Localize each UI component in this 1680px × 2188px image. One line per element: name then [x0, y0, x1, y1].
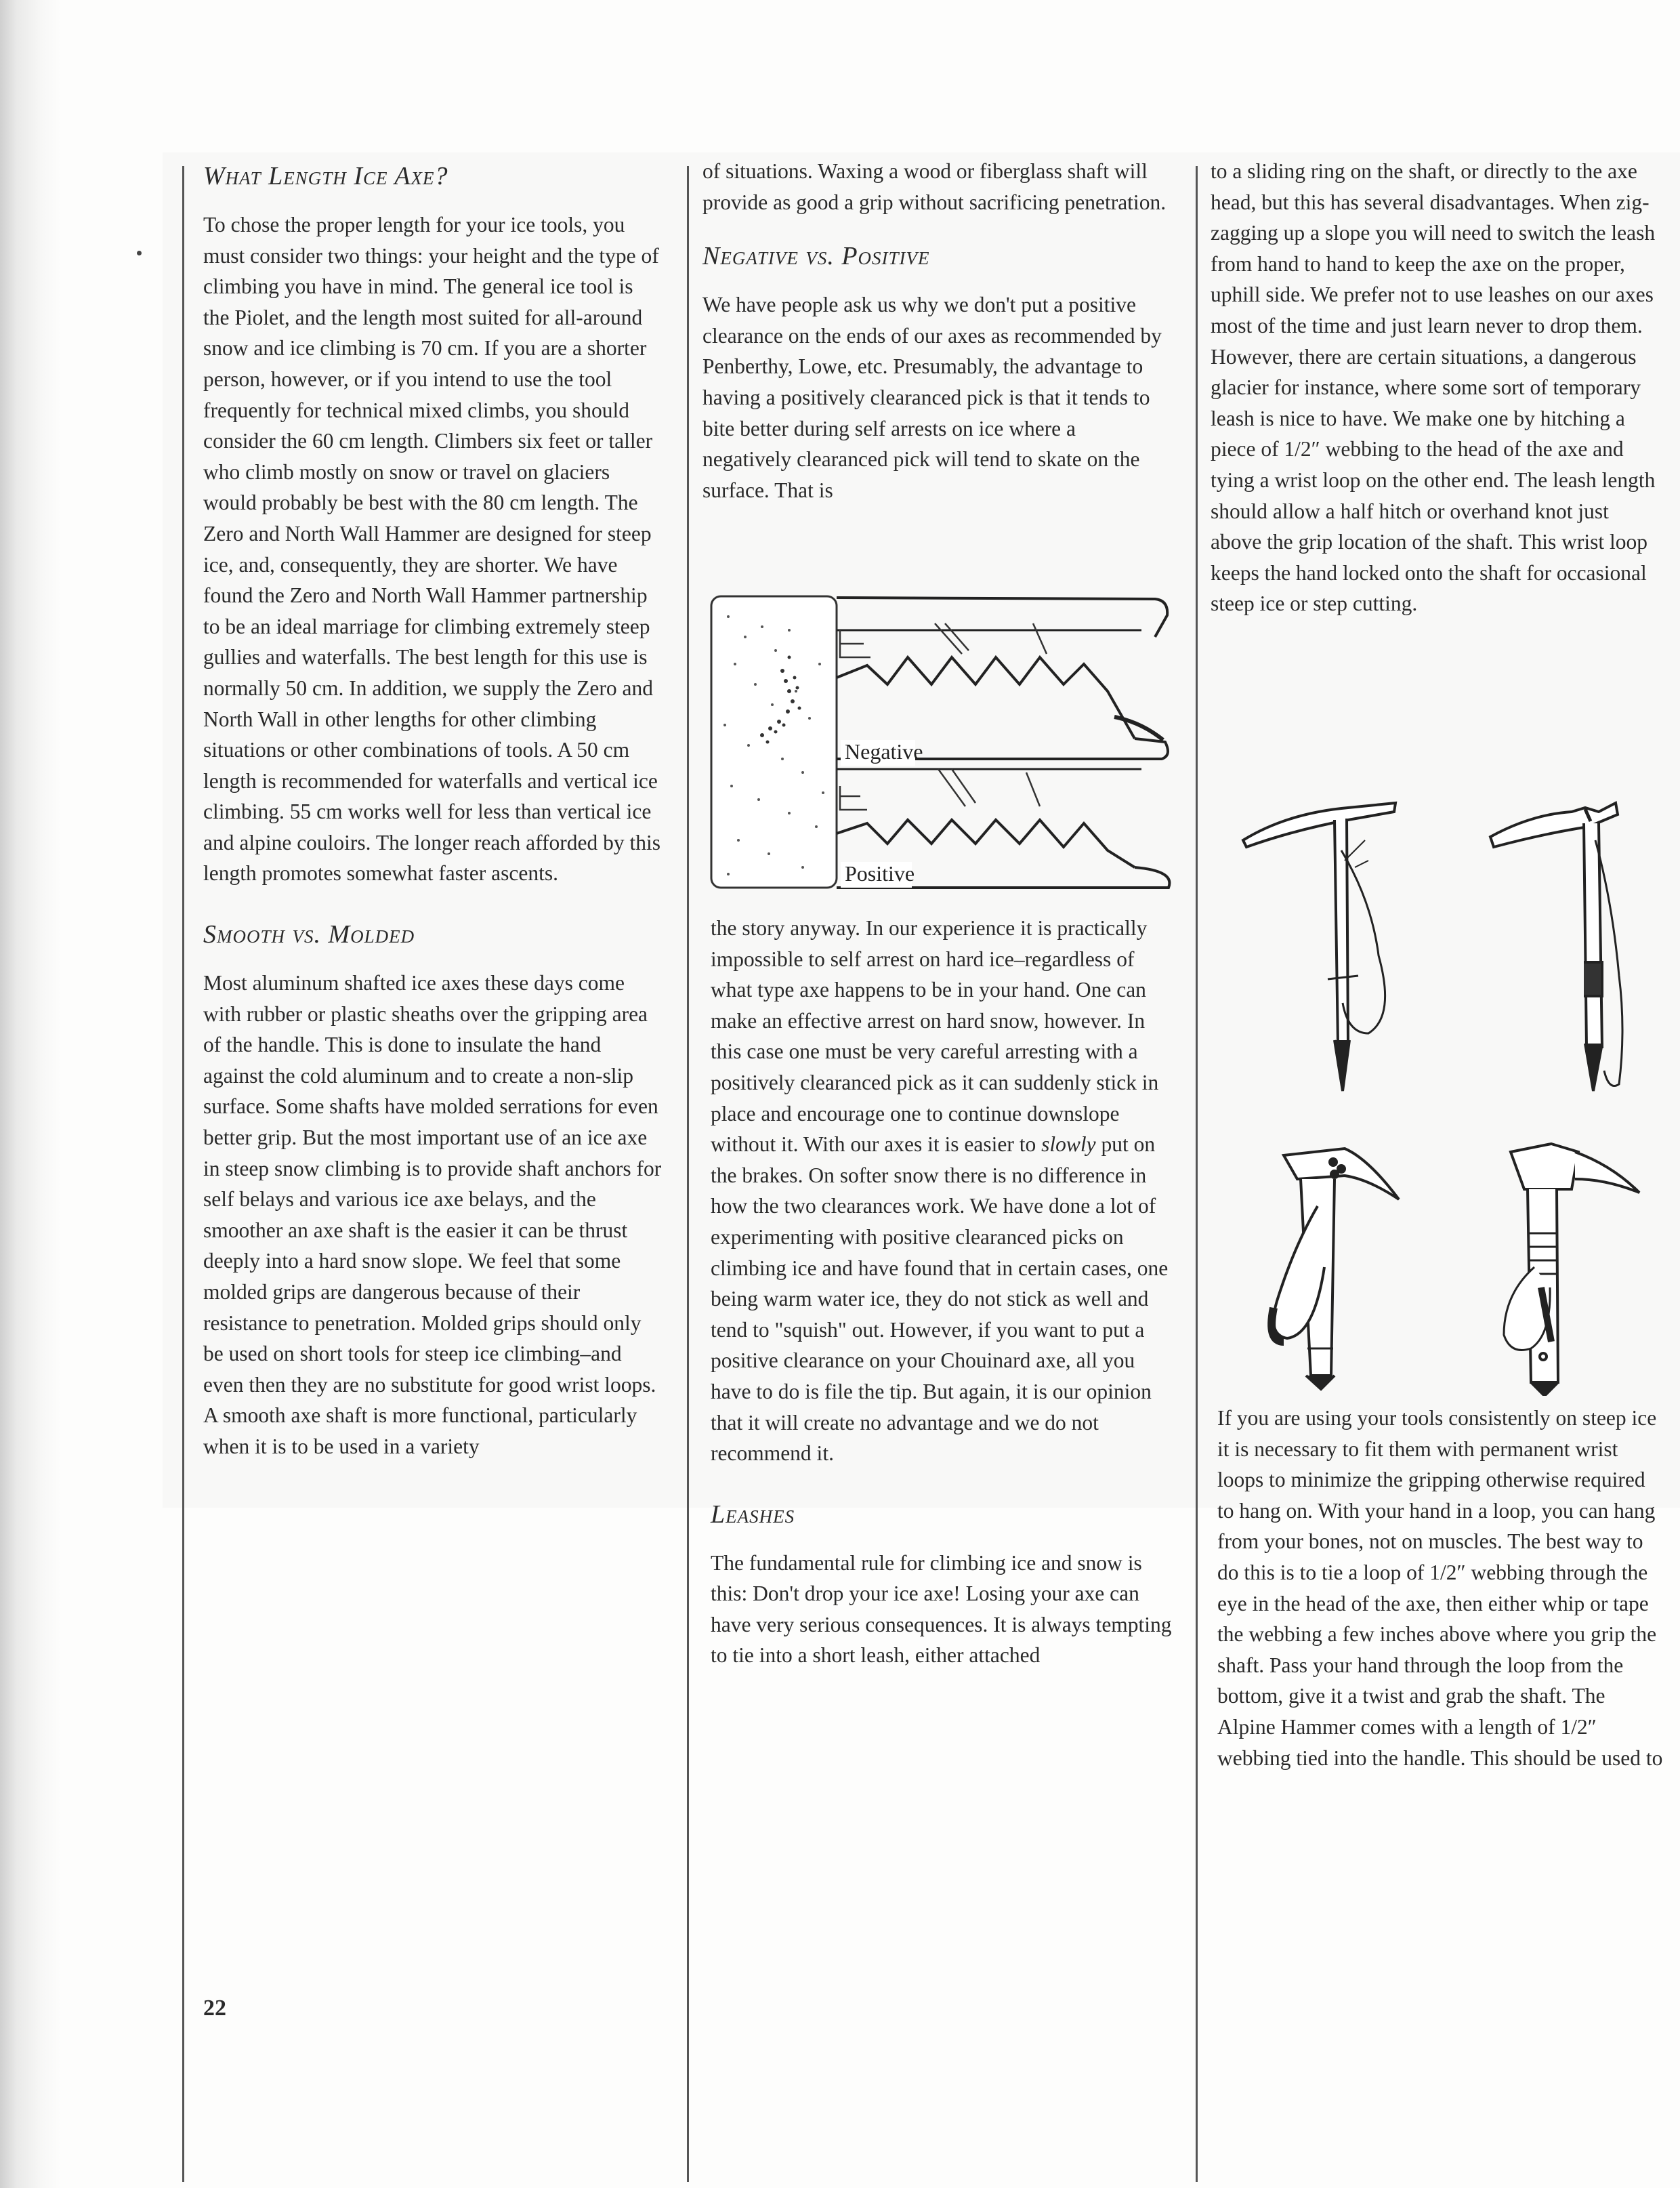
figure-label-positive: Positive [845, 861, 915, 886]
axe-with-taped-leash-icon [1490, 803, 1622, 1091]
hammer-with-wrist-loop-right-icon [1504, 1144, 1639, 1396]
column-2 [702, 156, 1170, 505]
figure-label-negative: Negative [845, 739, 923, 764]
column-rule-middle [687, 166, 689, 2182]
para-col2-after-figure [711, 913, 1178, 1469]
pick-clearance-figure [708, 590, 1172, 894]
para-col3-intro: to a sliding ring on the shaft, or directly to the axe head, but this has several disadvantages. When zig-zagging up a slope you will need to switch the leash from hand to hand to keep the axe on the proper, uphill side. We prefer not to use leashes on our axes most of the time and just learn never to drop them. However, there are certain situations, a dangerous glacier for instance, where some sort of temporary leash is nice to have. We make one by hitching a piece of 1/2″ webbing to the head of the axe and tying a wrist loop on the other end. The leash length should allow a half hitch or overhand knot just above the grip location of the shaft. This wrist loop keeps the hand locked onto the shaft for occasional steep ice or step cutting. [1211, 159, 1656, 616]
para-col2-intro: of situations. Waxing a wood or fiberglass shaft will provide as good a grip without sacrificing penetration. [702, 159, 1167, 214]
column-2-continued [711, 913, 1178, 1671]
column-rule-left [182, 166, 184, 2182]
heading-negative-vs-positive: Negative vs. Positive [702, 242, 930, 271]
heading-what-length: What Length Ice Axe? [203, 162, 448, 190]
margin-dot [137, 251, 142, 255]
ice-axe-illustrations [1233, 800, 1666, 1396]
page-number: 22 [203, 1996, 226, 2021]
hammer-with-wrist-loop-left-icon [1272, 1149, 1399, 1389]
para-col3-outro: If you are using your tools consistently on steep ice it is necessary to fit them with permanent wrist loops to minimize the gripping otherwise required to hang on. With your hand in a loop, you can hang from your bones, not on muscles. The best way to do this is to tie a loop of 1/2″ webbing through the eye in the head of the axe, then either whip or tape the webbing a few inches above where you grip the shaft. Pass your hand through the loop from the bottom, give it a twist and grab the shaft. The Alpine Hammer comes with a length of 1/2″ webbing tied into the handle. This should be used to [1217, 1406, 1663, 1770]
after-figure-text-1: the story anyway. In our experience it is practically impossible to self arrest on hard ice–regardless of what type axe happens to be in your hand. One can make an effective arrest on hard snow, however. In this case one must be very careful arresting with a positively clearanced pick as it can suddenly stick in place and encourage one to continue downslope without it. With our axes it is easier to [711, 916, 1159, 1157]
para-what-length: To chose the proper length for your ice tools, you must consider two things: your height and the type of climbing you have in mind. The general ice tool is the Piolet, and the length most suited for all-around snow and ice climbing is 70 cm. If you are a shorter person, however, or if you intend to use the tool frequently for technical mixed climbs, you should consider the 60 cm length. Climbers six feet or taller who climb mostly on snow or travel on glaciers would probably be best with the 80 cm length. The Zero and North Wall Hammer are designed for steep ice, and, consequently, they are shorter. We have found the Zero and North Wall Hammer partnership to be an ideal marriage for climbing extremely steep gullies and waterfalls. The best length for this use is normally 50 cm. In addition, we supply the Zero and North Wall in other lengths for other climbing situations or other combinations of tools. A 50 cm length is recommended for waterfalls and vertical ice climbing. 55 cm works well for less than vertical ice and alpine couloirs. The longer reach afforded by this length promotes somewhat faster ascents. [203, 213, 660, 886]
para-negative-vs-positive: We have people ask us why we don't put a positive clearance on the ends of our axes as recommended by Penberthy, Lowe, etc. Presumably, the advantage to having a positively clearanced pick is that it tends to bite better during self arrests on ice where a negatively clearanced pick will tend to skate on the surface. That is [702, 293, 1162, 502]
heading-smooth-vs-molded: Smooth vs. Molded [203, 920, 415, 949]
column-3-continued [1217, 1403, 1664, 1773]
after-figure-text-2: put on the brakes. On softer snow there is no difference in how the two clearances work. We have done a lot of experimenting with positive clearanced picks on climbing ice and have found that in certain cases, one being warm water ice, they do not stick as well and tend to "squish" out. However, if you want to put a positive clearance on your Chouinard axe, all you have to do is file the tip. But again, it is our opinion that it will create no advantage and we do not recommend it. [711, 1132, 1169, 1466]
column-3 [1211, 156, 1661, 619]
para-leashes: The fundamental rule for climbing ice and snow is this: Don't drop your ice axe! Losing your axe can have very serious consequences. It is always tempting to tie into a short leash, either attached [711, 1550, 1172, 1668]
page-edge [0, 0, 61, 2188]
para-smooth-vs-molded: Most aluminum shafted ice axes these days come with rubber or plastic sheaths over the gripping area of the handle. This is done to insulate the hand against the cold aluminum and to create a non-slip surface. Some shafts have molded serrations for even better grip. But the most important use of an ice axe in steep snow climbing is to provide shaft anchors for self belays and various ice axe belays, and the smoother an axe shaft is the easier it can be thrust deeply into a hard snow slope. We feel that some molded grips are dangerous because of their resistance to penetration. Molded grips should only be used on short tools for steep ice climbing–and even then they are no substitute for good wrist loops. A smooth axe shaft is more functional, particularly when it is to be used in a variety [203, 971, 662, 1458]
axe-with-leash-icon [1243, 803, 1395, 1091]
after-figure-italic: slowly [1041, 1132, 1096, 1157]
column-rule-right [1196, 166, 1198, 2182]
column-1 [203, 161, 664, 1462]
heading-leashes: Leashes [711, 1500, 795, 1529]
